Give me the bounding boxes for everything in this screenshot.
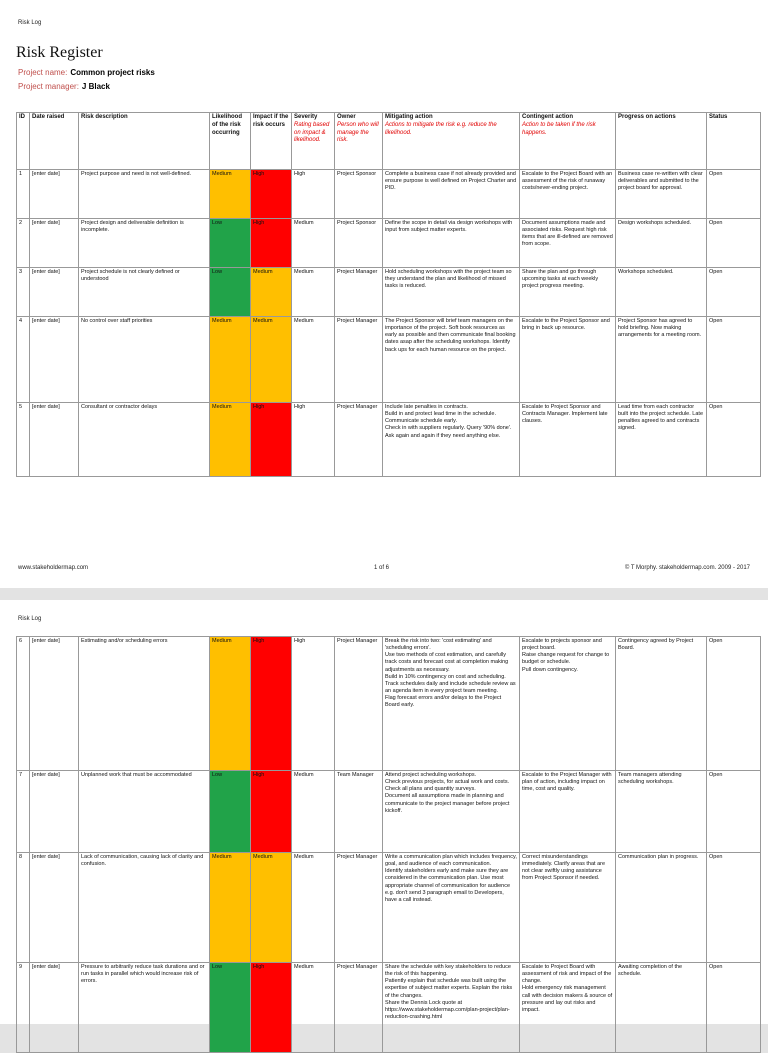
header-row — [17, 113, 761, 170]
contingent-action-cell: Escalate to the Project Sponsor and bring in back up resource. — [520, 317, 616, 403]
project-manager-value: J Black — [81, 82, 110, 91]
risk-id-cell: 4 — [17, 317, 30, 403]
mitigating-action-cell: Include late penalties in contracts. Build in and protect lead time in the schedule. Communicate schedule early. Check in with suppliers regularly. Query '90% done'. Ask again and again if they need anything else. — [383, 403, 520, 477]
likelihood-cell: Low — [210, 268, 251, 317]
mitigation-hint: Actions to mitigate the risk e.g. reduce the likelihood. — [385, 121, 497, 136]
contingent-action-cell: Escalate to the Project Manager with plan of action, including impact on time, cost and quality. — [520, 771, 616, 853]
contingent-action-cell: Escalate to the Project Board with an assessment of the risk of runaway costs/never-ending project. — [520, 170, 616, 219]
risk-id-cell: 3 — [17, 268, 30, 317]
project-name-label: Project name: — [18, 68, 68, 77]
risk-description-cell: No control over staff priorities — [79, 317, 210, 403]
risk-row — [17, 317, 761, 403]
footer-page-number: 1 of 6 — [374, 565, 390, 571]
risk-description-cell: Lack of communication, causing lack of clarity and confusion. — [79, 853, 210, 963]
risk-row — [17, 853, 761, 963]
contingent-action-cell: Document assumptions made and associated risks. Request high risk items that are ill-defined are removed from scope. — [520, 219, 616, 268]
mitigating-action-cell: Define the scope in detail via design workshops with input from subject matter experts. — [383, 219, 520, 268]
risk-id-cell: 8 — [17, 853, 30, 963]
impact-cell: High — [251, 170, 292, 219]
owner-cell: Project Sponsor — [335, 170, 383, 219]
status-cell: Open — [707, 771, 761, 853]
severity-cell: Medium — [292, 219, 335, 268]
owner-cell: Project Sponsor — [335, 219, 383, 268]
risk-row — [17, 268, 761, 317]
contingent-action-cell: Escalate to projects sponsor and project board. Raise change request for change to budget or schedule. Pull down contingency. — [520, 637, 616, 771]
contingent-action-cell: Correct misunderstandings immediately. Clarify areas that are not clear swiftly using assistance from Project Sponsor if needed. — [520, 853, 616, 963]
risk-description-cell: Unplanned work that must be accommodated — [79, 771, 210, 853]
likelihood-cell: Medium — [210, 403, 251, 477]
owner-cell: Project Manager — [335, 317, 383, 403]
progress-cell: Workshops scheduled. — [616, 268, 707, 317]
severity-cell: High — [292, 637, 335, 771]
impact-cell: Medium — [251, 268, 292, 317]
severity-cell: Medium — [292, 317, 335, 403]
col-header-owner: Owner Person who will manage the risk. — [335, 113, 383, 170]
date-raised-cell: [enter date] — [30, 771, 79, 853]
progress-cell: Design workshops scheduled. — [616, 219, 707, 268]
col-header-impact: Impact if the risk occurs — [251, 113, 292, 170]
owner-cell: Project Manager — [335, 268, 383, 317]
owner-cell: Project Manager — [335, 403, 383, 477]
owner-cell: Team Manager — [335, 771, 383, 853]
owner-hint: Person who will manage the risk. — [337, 121, 379, 144]
date-raised-cell: [enter date] — [30, 403, 79, 477]
severity-cell: Medium — [292, 963, 335, 1053]
col-header-progress: Progress on actions — [616, 113, 707, 170]
progress-cell: Business case re-written with clear deliverables and submitted to the project board for approval. — [616, 170, 707, 219]
project-manager-line — [18, 82, 110, 91]
progress-cell: Awaiting completion of the schedule. — [616, 963, 707, 1053]
severity-cell: Medium — [292, 853, 335, 963]
contingent-action-cell: Escalate to Project Sponsor and Contracts Manager. Implement late clauses. — [520, 403, 616, 477]
mitigating-action-cell: Complete a business case if not already provided and ensure purpose is well defined on Project Charter and PID. — [383, 170, 520, 219]
project-manager-label: Project manager: — [18, 82, 79, 91]
contingent-action-cell: Escalate to Project Board with assessment of risk and impact of the change. Hold emergency risk management call with decision makers & source of pressure and lay out risks and impact. — [520, 963, 616, 1053]
col-header-severity: Severity Rating based on impact & likelihood. — [292, 113, 335, 170]
project-name-line — [18, 68, 155, 77]
severity-cell: High — [292, 170, 335, 219]
col-header-description: Risk description — [79, 113, 210, 170]
mitigating-action-cell: Break the risk into two: 'cost estimating' and 'scheduling errors'. Use two methods of cost estimation, and carefully track costs and forecast cost at completion making adjustments as necessary. Build in 10% contingency on cost and scheduling. Track schedules daily and include schedule review as an agenda item in every project team meeting. Flag forecast errors and/or delays to the Project Board early. — [383, 637, 520, 771]
progress-cell: Project Sponsor has agreed to hold briefing. Now making arrangements for a meeting room. — [616, 317, 707, 403]
risk-id-cell: 9 — [17, 963, 30, 1053]
status-cell: Open — [707, 219, 761, 268]
severity-hint: Rating based on impact & likelihood. — [294, 121, 330, 144]
project-name-value: Common project risks — [70, 68, 155, 77]
risk-row — [17, 637, 761, 771]
likelihood-cell: Medium — [210, 637, 251, 771]
date-raised-cell: [enter date] — [30, 963, 79, 1053]
likelihood-cell: Low — [210, 963, 251, 1053]
status-cell: Open — [707, 637, 761, 771]
likelihood-cell: Medium — [210, 853, 251, 963]
risk-description-cell: Project schedule is not clearly defined or understood — [79, 268, 210, 317]
risk-row — [17, 170, 761, 219]
date-raised-cell: [enter date] — [30, 219, 79, 268]
risk-row — [17, 219, 761, 268]
page-title: Risk Register — [16, 44, 103, 61]
risk-register-table-continued — [16, 636, 761, 1053]
page-two — [0, 600, 768, 1024]
mitigating-action-cell: Write a communication plan which includes frequency, goal, and audience of each communication. Identify stakeholders early and make sure they are considered in the communication plan. Use most appropriate channel of communication for audience e.g. don't send 3 paragraph email to Developers, have a call instead. — [383, 853, 520, 963]
impact-cell: High — [251, 637, 292, 771]
date-raised-cell: [enter date] — [30, 170, 79, 219]
severity-cell: Medium — [292, 268, 335, 317]
footer-copyright: © T Morphy. stakeholdermap.com. 2009 - 2017 — [624, 565, 750, 571]
status-cell: Open — [707, 268, 761, 317]
contingent-hint: Action to be taken if the risk happens. — [522, 121, 596, 136]
risk-id-cell: 7 — [17, 771, 30, 853]
col-header-id: ID — [17, 113, 30, 170]
date-raised-cell: [enter date] — [30, 853, 79, 963]
date-raised-cell: [enter date] — [30, 317, 79, 403]
status-cell: Open — [707, 317, 761, 403]
impact-cell: High — [251, 219, 292, 268]
owner-cell: Project Manager — [335, 963, 383, 1053]
date-raised-cell: [enter date] — [30, 268, 79, 317]
contingent-action-cell: Share the plan and go through upcoming tasks at each weekly project progress meeting. — [520, 268, 616, 317]
risk-row — [17, 963, 761, 1053]
owner-cell: Project Manager — [335, 853, 383, 963]
risk-description-cell: Pressure to arbitrarily reduce task durations and or run tasks in parallel which would increase risk of errors. — [79, 963, 210, 1053]
mitigating-action-cell: The Project Sponsor will brief team managers on the importance of the project. Soft book resources as early as possible and then communicate final booking dates asap after the scheduling workshops. Identify back ups for each human resource on the project. — [383, 317, 520, 403]
risk-register-table — [16, 112, 761, 477]
risk-description-cell: Estimating and/or scheduling errors — [79, 637, 210, 771]
likelihood-cell: Low — [210, 771, 251, 853]
page-caption: Risk Log — [18, 616, 42, 622]
status-cell: Open — [707, 403, 761, 477]
status-cell: Open — [707, 963, 761, 1053]
progress-cell: Communication plan in progress. — [616, 853, 707, 963]
risk-row — [17, 403, 761, 477]
footer-website: www.stakeholdermap.com — [18, 565, 89, 571]
col-header-mitigation: Mitigating action Actions to mitigate the risk e.g. reduce the likelihood. — [383, 113, 520, 170]
mitigating-action-cell: Hold scheduling workshops with the project team so they understand the plan and likelihood of missed tasks is reduced. — [383, 268, 520, 317]
progress-cell: Lead time from each contractor built into the project schedule. Late penalties agreed to and contracts signed. — [616, 403, 707, 477]
progress-cell: Team managers attending scheduling workshops. — [616, 771, 707, 853]
date-raised-cell: [enter date] — [30, 637, 79, 771]
status-cell: Open — [707, 170, 761, 219]
impact-cell: High — [251, 771, 292, 853]
progress-cell: Contingency agreed by Project Board. — [616, 637, 707, 771]
owner-cell: Project Manager — [335, 637, 383, 771]
col-header-date: Date raised — [30, 113, 79, 170]
severity-cell: High — [292, 403, 335, 477]
likelihood-cell: Medium — [210, 170, 251, 219]
risk-id-cell: 6 — [17, 637, 30, 771]
risk-id-cell: 5 — [17, 403, 30, 477]
mitigating-action-cell: Attend project scheduling workshops. Check previous projects, for actual work and costs. Check all plans and quantity surveys. Document all assumptions made in planning and communicate to the project manager before project kickoff. — [383, 771, 520, 853]
col-header-status: Status — [707, 113, 761, 170]
risk-row — [17, 771, 761, 853]
impact-cell: Medium — [251, 853, 292, 963]
likelihood-cell: Medium — [210, 317, 251, 403]
status-cell: Open — [707, 853, 761, 963]
impact-cell: High — [251, 403, 292, 477]
risk-description-cell: Project purpose and need is not well-defined. — [79, 170, 210, 219]
col-header-likelihood: Likelihood of the risk occurring — [210, 113, 251, 170]
likelihood-cell: Low — [210, 219, 251, 268]
risk-id-cell: 1 — [17, 170, 30, 219]
risk-id-cell: 2 — [17, 219, 30, 268]
impact-cell: High — [251, 963, 292, 1053]
mitigating-action-cell: Share the schedule with key stakeholders to reduce the risk of this happening. Patiently explain that schedule was built using the expertise of subject matter experts. Explain the risks of the changes. Share the Dennis Lock quote at https://www.stakeholdermap.com/plan-project/plan-reduction-crashing.html — [383, 963, 520, 1053]
col-header-contingent: Contingent action Action to be taken if the risk happens. — [520, 113, 616, 170]
risk-description-cell: Consultant or contractor delays — [79, 403, 210, 477]
severity-cell: Medium — [292, 771, 335, 853]
impact-cell: Medium — [251, 317, 292, 403]
page-caption: Risk Log — [18, 20, 42, 26]
risk-description-cell: Project design and deliverable definition is incomplete. — [79, 219, 210, 268]
